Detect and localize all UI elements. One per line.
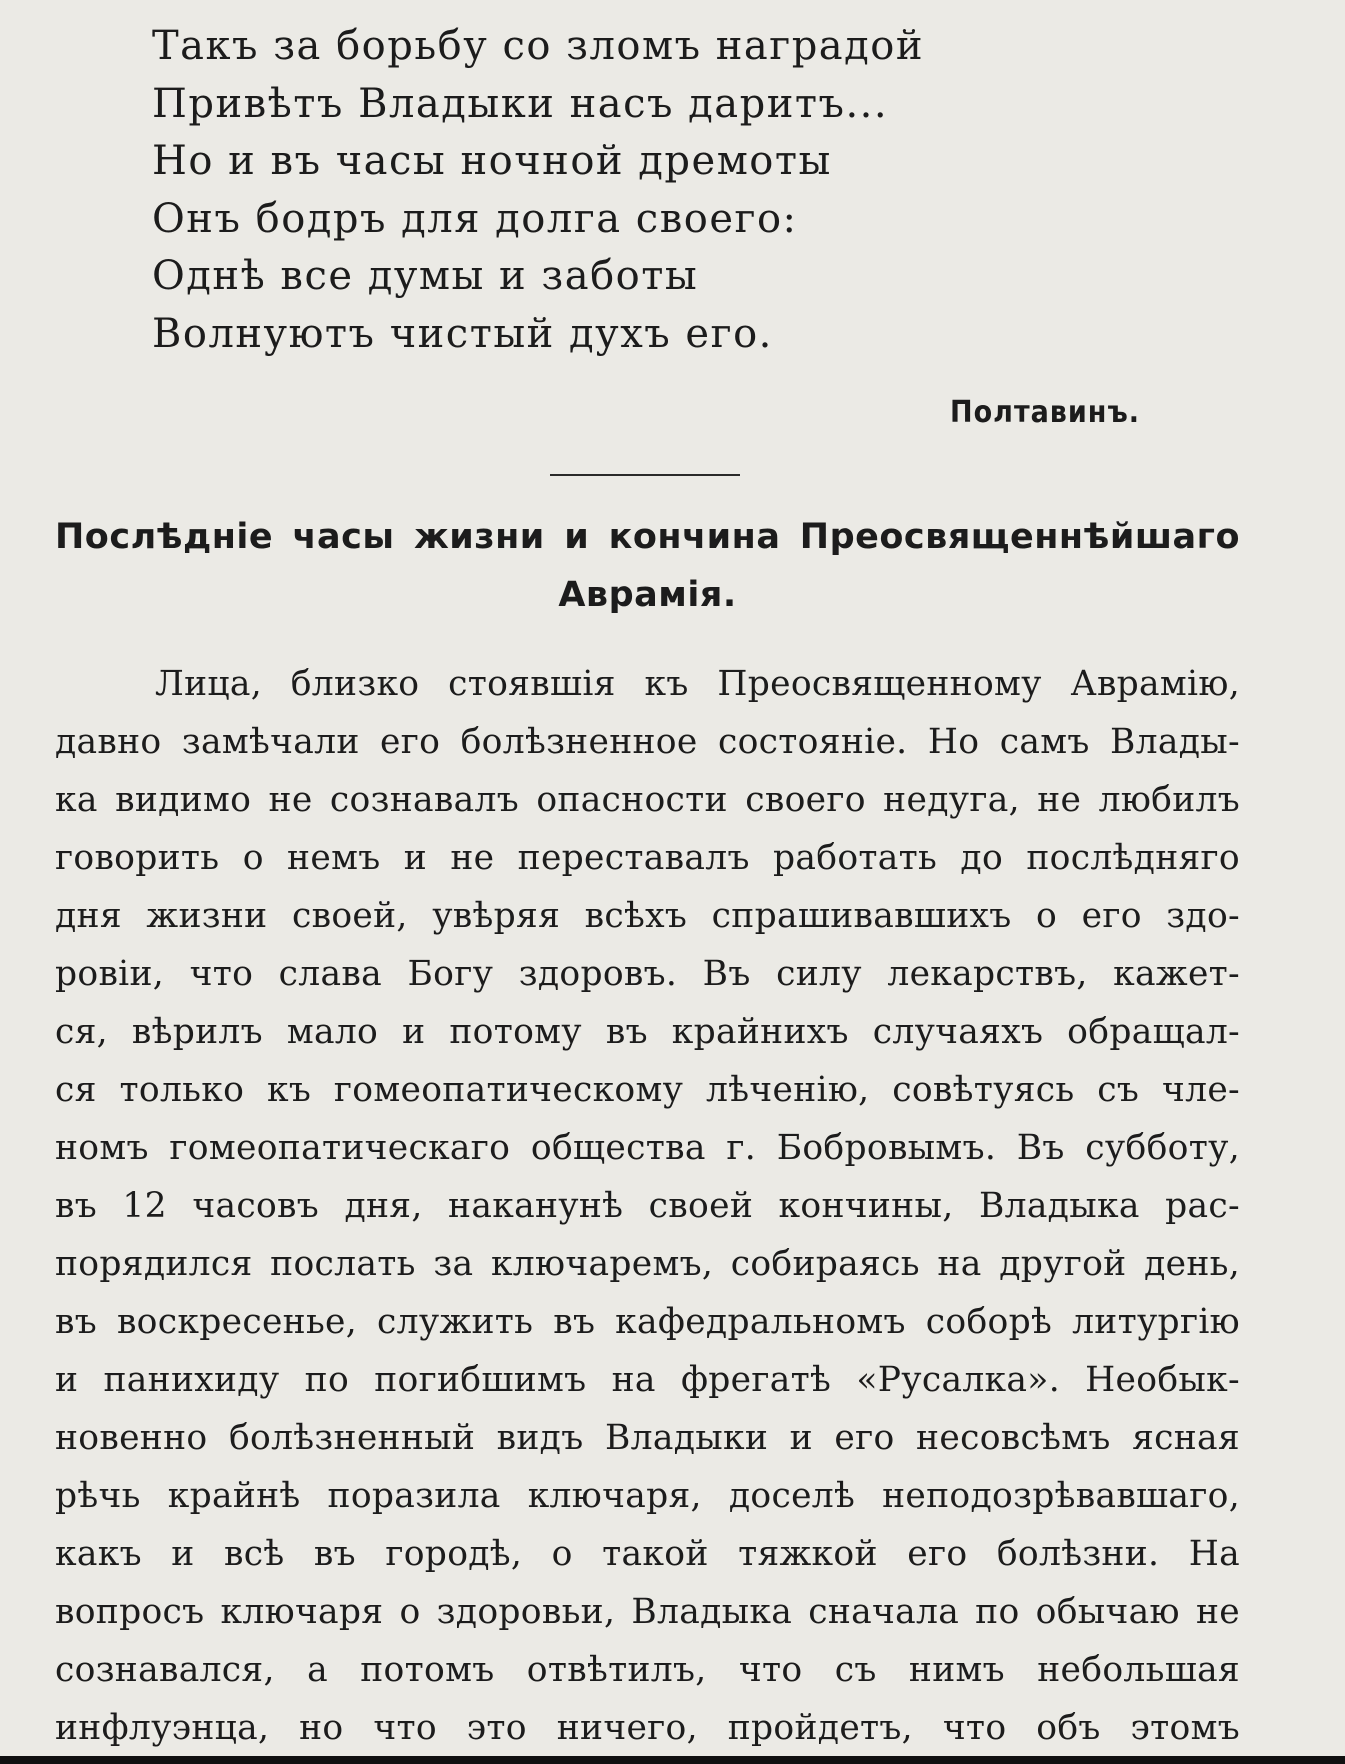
poem-line: Привѣтъ Владыки насъ даритъ... [152,80,889,127]
body-line: давно замѣчали его болѣзненное состояніе. Но самъ Влады- [55,722,1240,762]
poem-line: Такъ за борьбу со зломъ наградой [152,23,925,69]
poem-line: Но и въ часы ночной дремоты [152,138,832,184]
article-body [55,655,1240,1757]
body-line: порядился послать за ключаремъ, собираясь на другой день, [55,1244,1240,1284]
body-line: сознавался, а потомъ отвѣтилъ, что съ нимъ небольшая [55,1650,1240,1690]
body-line: новенно болѣзненный видъ Владыки и его несовсѣмъ ясная [55,1418,1240,1458]
section-divider [550,474,740,476]
scan-bottom-edge [0,1756,1345,1764]
body-line: вопросъ ключаря о здоровьи, Владыка сначала по обычаю не [55,1592,1240,1632]
body-line: говорить о немъ и не переставалъ работать до послѣдняго [55,838,1240,878]
body-line: ка видимо не сознавалъ опасности своего недуга, не любилъ [55,780,1240,820]
poem-line: Однѣ все думы и заботы [152,253,699,299]
body-line: и панихиду по погибшимъ на фрегатѣ «Русалка». Необык- [55,1360,1240,1400]
article-heading: Послѣдніе часы жизни и кончина Преосвященнѣйшаго Аврамія. [55,517,1240,615]
body-line: номъ гомеопатическаго общества г. Бобровымъ. Въ субботу, [55,1128,1240,1168]
poem-signature: Полтавинъ. [950,395,1140,430]
body-line: какъ и всѣ въ городѣ, о такой тяжкой его болѣзни. На [55,1534,1240,1574]
body-line: Лица, близко стоявшія къ Преосвященному Аврамію, [155,664,1240,704]
body-line: рѣчь крайнѣ поразила ключаря, доселѣ неподозрѣвавшаго, [55,1476,1240,1516]
body-line: ся, вѣрилъ мало и потому въ крайнихъ случаяхъ обращал- [55,1012,1240,1052]
body-line: дня жизни своей, увѣряя всѣхъ спрашивавшихъ о его здо- [55,896,1240,936]
poem-line: Онъ бодръ для долга своего: [152,195,798,242]
body-line: въ воскресенье, служить въ кафедральномъ соборѣ литургію [55,1302,1240,1342]
body-line: ся только къ гомеопатическому лѣченію, совѣтуясь съ чле- [55,1070,1240,1110]
body-line: въ 12 часовъ дня, наканунѣ своей кончины, Владыка рас- [55,1186,1240,1226]
body-line: ровіи, что слава Богу здоровъ. Въ силу лекарствъ, кажет- [55,954,1240,994]
body-line: инфлуэнца, но что это ничего, пройдетъ, что объ этомъ [55,1708,1240,1748]
poem-line: Волнуютъ чистый духъ его. [152,310,773,357]
poem-stanza [152,18,924,363]
